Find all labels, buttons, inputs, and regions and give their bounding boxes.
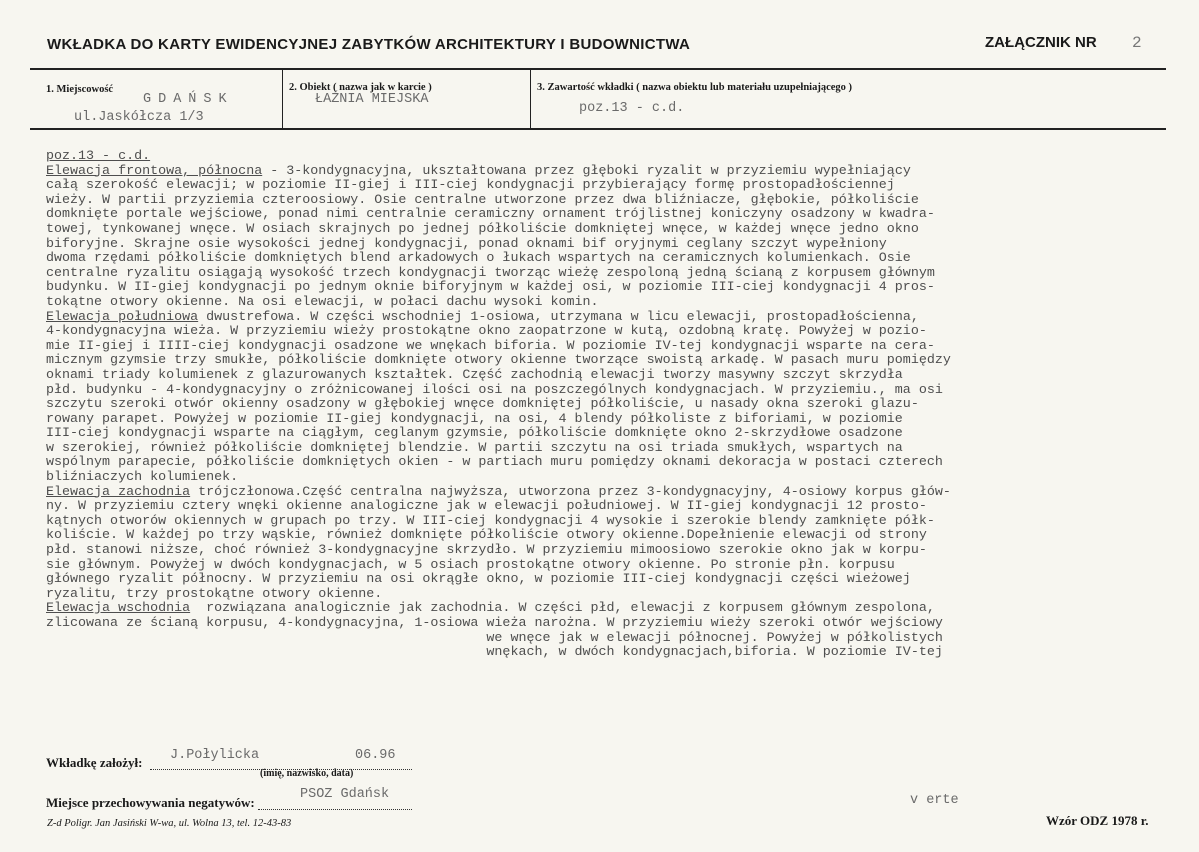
header-rule-bottom [30, 128, 1166, 130]
inserted-by-name: J.Połylicka [170, 748, 260, 763]
section-lead: Elewacja frontowa, północna [46, 163, 263, 179]
description-body [46, 150, 1166, 661]
inserted-by-date: 06.96 [355, 748, 396, 763]
section-line: micznym gzymsie trzy smukłe, półkoliście domknięte otwory okienne tworzące swoistą arkadę. W pasach muru pomiędzy [46, 353, 951, 369]
object-value: ŁAŹNIA MIEJSKA [315, 92, 429, 107]
field-divider-1 [282, 70, 283, 128]
section-line: we wnęce jak w elewacji północnej. Powyżej w półkolistych [46, 630, 943, 646]
section-line: sie głównym. Powyżej w dwóch kondygnacjach, w 5 osiach prostokątne otwory okienne. Po stronie płn. korpusu [46, 557, 895, 573]
section-line: kątnych otworów okiennych w grupach po trzy. W III-ciej kondygnacji 4 wysokie i szerokie blendy zamknięte półk- [46, 513, 935, 529]
section-line: całą szerokość elewacji; w poziomie II-giej i III-ciej kondygnacji przybierający formę prostopadłościennej [46, 178, 895, 194]
section-line: III-ciej kondygnacji wsparte na ciągłym, ceglanym gzymsie, półkoliście domknięte okno 2-skrzydłowe osadzone [46, 426, 903, 442]
section-line: rozwiązana analogicznie jak zachodnia. W części płd, elewacji z korpusem głównym zespolona, [190, 601, 935, 617]
section-line: zlicowana ze ścianą korpusu, 4-kondygnacyjna, 1-osiowa wieża narożna. W przyziemiu wieży szeroki otwór wejściowy [46, 616, 943, 631]
header-rule-top [30, 68, 1166, 70]
section-line: dwoma rzędami półkoliście domkniętych blend arkadowych o łukach wspartych na ceramicznych kolumienkach. Osie [46, 251, 911, 267]
section-line: wnękach, w dwóch kondygnacjach,biforia. W poziomie IV-tej [46, 645, 943, 661]
section-line: szczytu szeroki otwór okienny osadzony w głębokiej wnęce domkniętej półkoliście, u nasady okna szeroki glazu- [46, 397, 919, 413]
section-line: centralne ryzalitu osiągają wysokość trzech kondygnacji tworząc wieżę zespoloną jedną ścianą z korpusem głównym [46, 265, 935, 281]
field-divider-2 [530, 70, 531, 128]
section-line: dwustrefowa. W części wschodniej 1-osiowa, utrzymana w licu elewacji, prostopadłościenna, [198, 309, 919, 325]
section-line: wspólnym parapecie, półkoliście domkniętych okien - w partiach muru pomiędzy oknami dekoracja w postaci czterech [46, 455, 943, 471]
body-heading: poz.13 - c.d. [46, 149, 151, 164]
section-line: ny. W przyziemiu cztery wnęki okienne analogiczne jak w elewacji południowej. W II-giej kondygnacji 12 prosto- [46, 499, 927, 515]
section-line: płd. budynku - 4-kondygnacyjny o zróżnicowanej ilości osi na poszczególnych kondygnacjach. W przyziemiu., ma osi [46, 382, 943, 398]
section-line: towej, tynkowanej wnęce. W osiach skrajnych po jednej półkoliście domkniętej wnęce, w każdej wnęce jedno okno [46, 221, 919, 237]
object-label: 2. Obiekt ( nazwa jak w karcie ) [289, 82, 432, 93]
locality-label: 1. Miejscowość [46, 84, 114, 95]
section-lead: Elewacja zachodnia [46, 484, 191, 500]
section-line: domknięte portale wejściowe, ponad nimi centralnie ceramiczny ornament trójlistnej koniczyny osadzony w kwadra- [46, 207, 935, 223]
content-value: poz.13 - c.d. [579, 101, 685, 116]
section-line: wieży. W partii przyziemia czteroosiowy. Osie centralne utworzone przez dwa bliźniacze, głębokie, półkoliście [46, 192, 919, 208]
section-line: tokątne otwory okienne. Na osi elewacji, w połaci dachu wysoki komin. [46, 294, 599, 310]
section-line: rowany parapet. Powyżej w poziomie II-giej kondygnacji, na osi, 4 blendy półkoliste z biforiami, w poziomie [46, 411, 903, 427]
section-line: płd. stanowi niższe, choć również 3-kondygnacyjne skrzydło. W przyziemiu mimoosiowo szerokie okno jak w korpu- [46, 543, 927, 559]
storage-label: Miejsce przechowywania negatywów: [46, 795, 255, 810]
annex-label: ZAŁĄCZNIK NR [985, 34, 1097, 51]
section-lead: Elewacja wschodnia [46, 601, 191, 617]
inserted-by-label: Wkładkę założył: [46, 755, 143, 770]
section-line: budynku. W II-giej kondygnacji po jednym oknie biforyjnym w każdej osi, w poziomie III-ciej kondygnacji 4 pros- [46, 280, 935, 296]
locality-value: GDAŃSK [143, 92, 234, 107]
section-line: trójczłonowa.Część centralna najwyższa, utworzona przez 3-kondygnacyjny, 4-osiowy korpus głów- [190, 484, 951, 500]
section-line: bliźniaczych kolumienek. [46, 470, 239, 486]
section-line: w szerokiej, również półkoliście domkniętej blendzie. W partii szczytu na osi triada smukłych, wspartych na [46, 440, 903, 456]
storage-dotline [258, 809, 412, 810]
content-label: 3. Zawartość wkładki ( nazwa obiektu lub materiału uzupełniającego ) [537, 82, 853, 93]
section-lead: Elewacja południowa [46, 309, 199, 325]
storage-value: PSOZ Gdańsk [300, 787, 390, 802]
annex-number: 2 [1132, 34, 1142, 52]
section-line: głównego ryzalit północny. W przyziemiu na osi okrągłe okno, w poziomie III-ciej kondygnacji części wieżowej [46, 572, 911, 588]
section-line: ryzalitu, trzy prostokątne otwory okienne. [46, 586, 383, 602]
verte-note: v erte [910, 793, 959, 808]
section-line: mie II-giej i IIII-ciej kondygnacji osadzone we wnękach biforia. W poziomie IV-tej kondygnacji wsparte na cera- [46, 338, 935, 354]
street-value: ul.Jaskółcza 1/3 [74, 110, 204, 125]
inserted-by-hint: (imię, nazwisko, data) [260, 768, 354, 779]
form-model: Wzór ODZ 1978 r. [1046, 813, 1149, 828]
section-line: koliście. W każdej po trzy wąskie, również domknięte półkoliście otwory okienne.Dopełnienie elewacji od strony [46, 528, 927, 544]
section-line: biforyjne. Skrajne osie wysokości jednej kondygnacji, ponad oknami bif oryjnymi ceglany szczyt wypełniony [46, 236, 887, 252]
printer-imprint: Z-d Poligr. Jan Jasiński W-wa, ul. Wolna 13, tel. 12-43-83 [47, 818, 292, 829]
section-line: - 3-kondygnacyjna, ukształtowana przez głęboki ryzalit w przyziemiu wypełniający [262, 163, 911, 179]
section-line: 4-kondygnacyjna wieża. W przyziemiu wieży prostokątne okno zaopatrzone w kutą, ozdobną kratę. Powyżej w pozio- [46, 324, 927, 340]
section-line: oknami triady kolumienek z glazurowanych kształtek. Część zachodnią elewacji tworzy masywny szczyt skrzydła [46, 367, 903, 383]
form-title: WKŁADKA DO KARTY EWIDENCYJNEJ ZABYTKÓW ARCHITEKTURY I BUDOWNICTWA [47, 36, 691, 53]
